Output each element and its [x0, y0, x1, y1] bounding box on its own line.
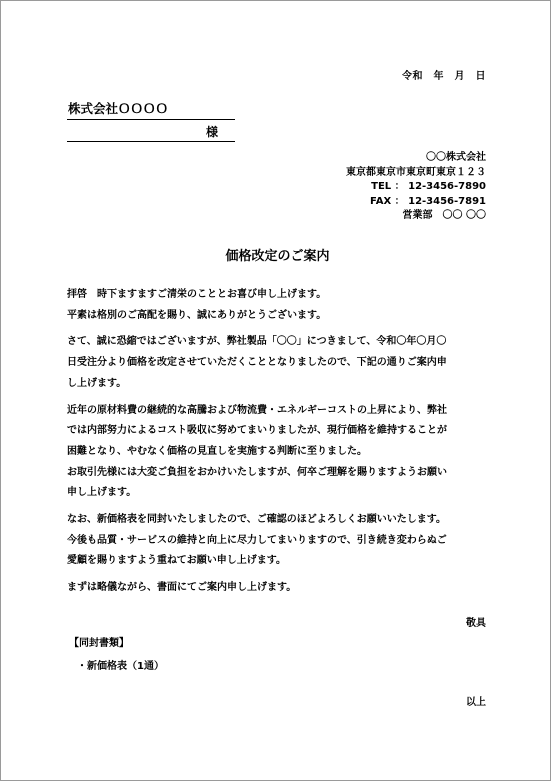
recipient-honorific: 様: [206, 125, 219, 139]
body-line: 日受注分より価格を改定させていただくこととなりましたので、下記の通りご案内申: [67, 357, 447, 369]
closing-word: 敬具: [466, 618, 486, 629]
body-line: さて、誠に恐縮ではございますが、弊社製品「〇〇」につきまして、令和〇年〇月〇: [67, 336, 447, 348]
enclosure-item: ・新価格表（1通）: [77, 661, 164, 672]
recipient-company: 株式会社ＯＯＯＯ: [68, 101, 169, 116]
sender-company: 〇〇株式会社: [426, 152, 486, 163]
document-title: 価格改定のご案内: [225, 249, 330, 264]
recipient-underline-1: [67, 119, 235, 120]
body-line: 愛顧を賜りますよう重ねてお願い申し上げます。: [67, 555, 286, 567]
end-mark: 以上: [466, 697, 486, 708]
recipient-underline-2: [67, 141, 235, 142]
body-line: し上げます。: [67, 377, 127, 389]
body-line: なお、新価格表を同封いたしましたので、ご確認のほどよろしくお願いいたします。: [67, 514, 446, 526]
sender-address: 東京都東京市東京町東京１２３: [346, 166, 486, 178]
enclosure-heading: 【同封書類】: [69, 638, 129, 649]
body-line: お取引先様には大変ご負担をおかけいたしますが、何卒ご理解を賜りますようお願い: [67, 466, 447, 478]
sender-block: [346, 151, 486, 224]
body-line: では内部努力によるコスト吸収に努めてまいりましたが、現行価格を維持することが: [67, 425, 447, 437]
body-line: 今後も品質・サービスの維持と向上に尽力してまいりますので、引き続き変わらぬご: [67, 534, 447, 546]
body-line: 平素は格別のご高配を賜り、誠にありがとうございます。: [67, 309, 327, 321]
sender-fax: FAX ： 12-3456-7891: [370, 195, 486, 207]
date-line: 令和 年 月 日: [402, 71, 486, 82]
body-line: 困難となり、やむなく価格の見直しを実施する判断に至りました。: [67, 445, 367, 457]
sender-department: 営業部 〇〇 〇〇: [402, 210, 486, 221]
body-line: まずは略儀ながら、書面にてご案内申し上げます。: [67, 582, 297, 594]
letter-body: [67, 285, 491, 599]
body-line: 近年の原材料費の継続的な高騰および物流費・エネルギーコストの上昇により、弊社: [67, 404, 447, 416]
body-line: 拝啓 時下ますますご清栄のこととお喜び申し上げます。: [67, 289, 327, 300]
body-line: 申し上げます。: [67, 487, 137, 499]
sender-tel: TEL ： 12-3456-7890: [371, 181, 486, 192]
